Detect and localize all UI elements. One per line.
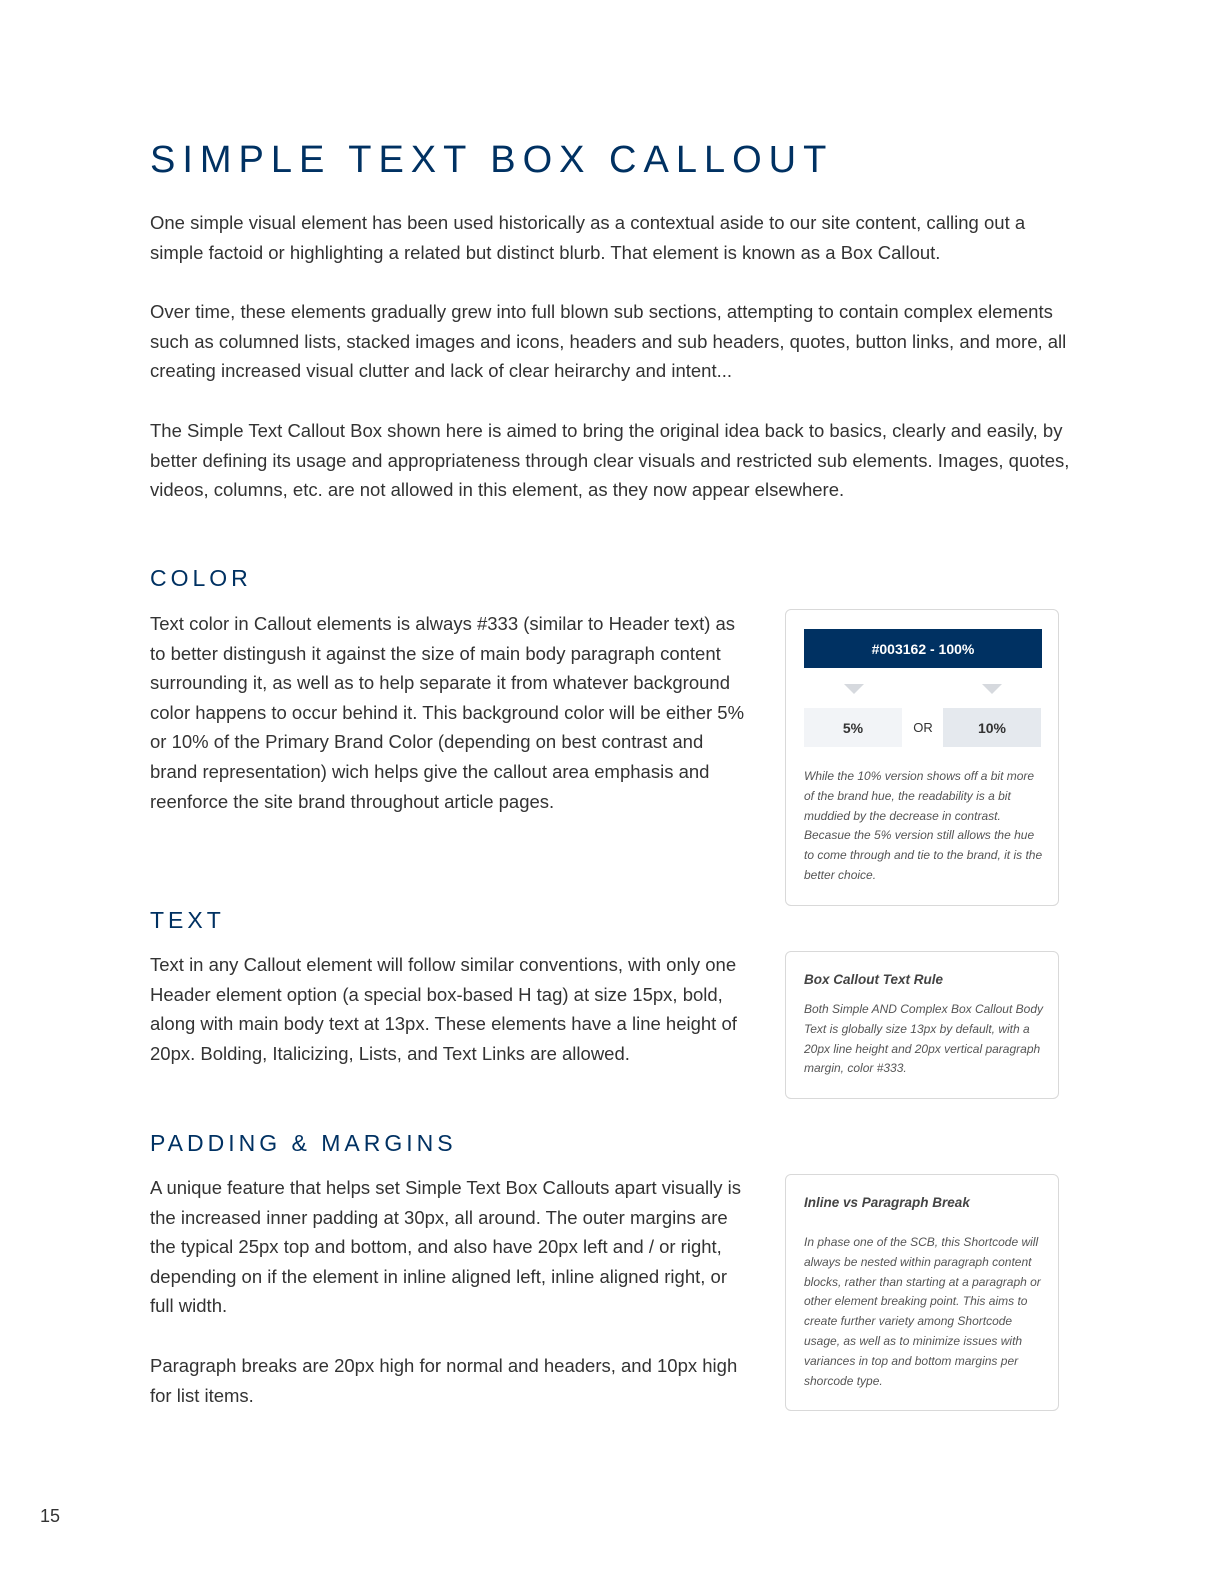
or-label: OR	[913, 720, 933, 735]
color-callout-card	[785, 609, 1059, 906]
arrow-down-icon	[844, 684, 864, 694]
break-card-heading: Inline vs Paragraph Break	[804, 1195, 970, 1210]
color-card-note: While the 10% version shows off a bit more of the brand hue, the readability is a bit muddied by the decrease in contrast. Becasue the 5% version still allows the hue to come through and tie to the brand, it is the better choice.	[804, 769, 1043, 882]
intro-paragraph-3: The Simple Text Callout Box shown here is aimed to bring the original idea back to basics, clearly and easily, by better defining its usage and appropriateness through clear visuals and restricted sub elements. Images, quotes, videos, columns, etc. are not allowed in this element, as they now appear elsewhere.	[150, 420, 1070, 501]
page-number: 15	[40, 1506, 61, 1526]
color-body-paragraph: Text color in Callout elements is always #333 (similar to Header text) as to better distingush it against the size of main body paragraph content surrounding it, as well as to help separate it from whatever background color happens to occur behind it. This background color will be either 5% or 10% of the Primary Brand Color (depending on best contrast and brand representation) wich helps give the callout area emphasis and reenforce the site brand throughout article pages.	[150, 613, 745, 812]
primary-swatch-label: #003162 - 100%	[871, 640, 975, 657]
swatch-10-percent	[943, 708, 1041, 747]
arrow-down-icon	[982, 684, 1002, 694]
padding-body-paragraph-1: A unique feature that helps set Simple Text Box Callouts apart visually is the increased inner padding at 30px, all around. The outer margins are the typical 25px top and bottom, and also have 20px left and / or right, depending on if the element in inline aligned left, inline aligned right, or full width.	[150, 1177, 741, 1317]
swatch-5-label: 5%	[842, 719, 864, 736]
text-rule-callout-card	[785, 951, 1059, 1099]
section-heading-text: TEXT	[150, 907, 225, 933]
intro-paragraph-1: One simple visual element has been used historically as a contextual aside to our site content, calling out a simple factoid or highlighting a related but distinct blurb. That element is known as a Box Callout.	[150, 212, 1026, 263]
padding-body-paragraph-2: Paragraph breaks are 20px high for normal and headers, and 10px high for list items.	[150, 1355, 738, 1406]
page-title: SIMPLE TEXT BOX CALLOUT	[150, 139, 834, 181]
break-callout-card	[785, 1174, 1059, 1411]
text-card-heading: Box Callout Text Rule	[804, 972, 944, 987]
swatch-10-label: 10%	[977, 719, 1007, 736]
intro-paragraph-2: Over time, these elements gradually grew into full blown sub sections, attempting to contain complex elements such as columned lists, stacked images and icons, headers and sub headers, quotes, button links, and more, all creating increased visual clutter and lack of clear heirarchy and intent...	[150, 301, 1067, 382]
text-card-body: Both Simple AND Complex Box Callout Body Text is globally size 13px by default, with a 20px line height and 20px vertical paragraph margin, color #333.	[804, 1002, 1043, 1076]
section-heading-padding: PADDING & MARGINS	[150, 1130, 457, 1156]
primary-brand-swatch	[804, 629, 1042, 668]
text-body-paragraph: Text in any Callout element will follow similar conventions, with only one Header element option (a special box-based H tag) at size 15px, bold, along with main body text at 13px. These elements have a line height of 20px. Bolding, Italicizing, Lists, and Text Links are allowed.	[150, 954, 737, 1064]
swatch-5-percent	[804, 708, 902, 747]
break-card-body: In phase one of the SCB, this Shortcode will always be nested within paragraph content blocks, rather than starting at a paragraph or other element breaking point. This aims to create further variety among Shortcode usage, as well as to minimize issues with variances in top and bottom margins per shorcode type.	[804, 1235, 1041, 1388]
section-heading-color: COLOR	[150, 565, 252, 591]
